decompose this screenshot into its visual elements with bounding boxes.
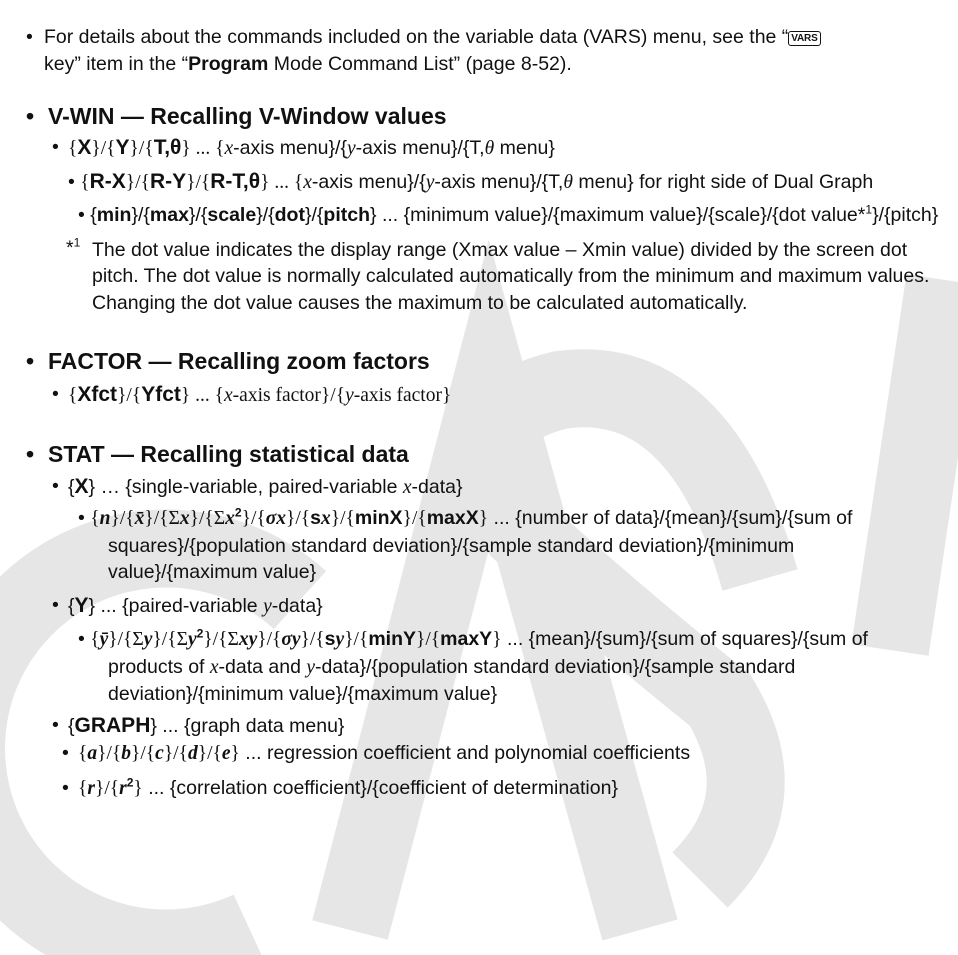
vars-key-icon: VARS <box>788 31 820 46</box>
vwin-subitem-min-max: • {min}/{max}/{scale}/{dot}/{pitch} ... {minimum value}/{maximum value}/{scale}/{dot value*$^1$}/{pitch} <box>78 202 939 227</box>
stat-graph-subitem-coef: • {a}/{b}/{c}/{d}/{e} ... regression coefficient and polynomial coefficients <box>62 742 691 765</box>
stat-item-x: • {X} … {single-variable, paired-variable x-data} <box>52 474 463 498</box>
stat-item-y: • {Y} ... {paired-variable y-data} <box>52 593 323 617</box>
section-heading-factor: • FACTOR — Recalling zoom factors <box>26 348 430 375</box>
factor-item: • {Xfct}/{Yfct} ... {x-axis factor}/{y-axis factor} <box>52 382 452 406</box>
section-heading-stat: • STAT — Recalling statistical data <box>26 441 409 468</box>
section-heading-vwin: • V-WIN — Recalling V-Window values <box>26 101 940 132</box>
footnote: *$^1$ The dot value indicates the display range (Xmax value – Xmin value) divided by the screen dot pitch. The dot value is normally calculated automatically from the minimum and maximum values. Changing the dot value causes the maximum to be calculated automatically. <box>66 235 930 314</box>
vwin-item-xyt: • {X}/{Y}/{T,θ} ... {x-axis menu}/{y-axis menu}/{T,θ menu} <box>52 136 555 160</box>
stat-graph-subitem-corr: • $\{r\}/\{r^2\}$ ... {correlation coefficient}/{coefficient of determination} <box>62 775 618 799</box>
stat-item-graph: • {GRAPH} ... {graph data menu} <box>52 713 345 737</box>
stat-x-subitem: • $\{n\}/\{x̄\}/\{\Sigma x\}/\{\Sigma x^2\}/\{\sigma x\}/\{sx\}/\{\min X\}/\{\max X\}$ ... {number of data}/{mean}/{sum}/{sum of squares}/{population standard deviation}/{sample standard deviation}/{minimum value}/{maximum value} <box>78 505 853 584</box>
stat-y-subitem: • $\{ȳ\}/\{\Sigma y\}/\{\Sigma y^2\}/\{\Sigma xy\}/\{\sigma y\}/\{sy\}/\{\min Y\}/\{\max Y\}$ ... {mean}/{sum}/{sum of squares}/{sum of products of x-data and y-data}/{population standard deviation}/{sample standard deviation}/{minimum value}/{maximum value} <box>78 626 868 706</box>
bullet: • <box>26 26 33 48</box>
vwin-item-right: • {R-X}/{R-Y}/{R-T,θ} ... {x-axis menu}/{y-axis menu}/{T,θ menu} for right side of Dual Graph <box>68 169 874 193</box>
bullet: • <box>26 103 35 130</box>
intro-note: • For details about the commands included on the variable data (VARS) menu, see the “ VARS key” item in the “Program Mode Command List” (page 8-52). <box>26 24 940 77</box>
